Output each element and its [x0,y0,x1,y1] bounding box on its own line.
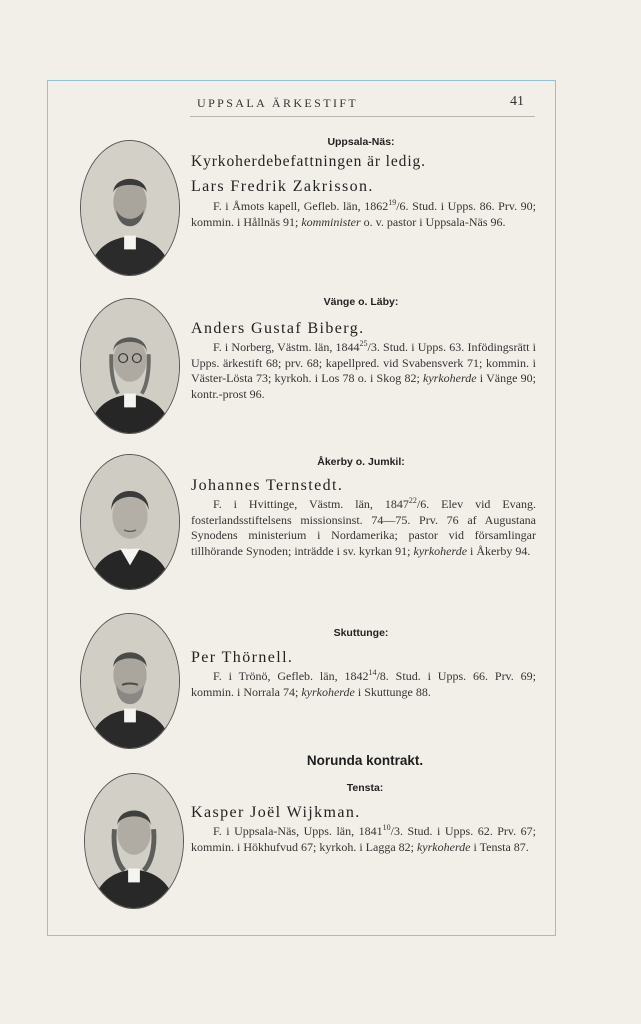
biography: F. i Uppsala-Näs, Upps. län, 1841$^{10}$/3. Stud. i Upps. 62. Prv. 67; kommin. i Hökhufvud 67; kyrkoh. i Lagga 82; kyrkoherde i Tensta 87. [191,823,536,854]
person-name: Anders Gustaf Biberg. [191,320,365,337]
header-rule [190,116,535,117]
parish-heading: Uppsala-Näs: [327,136,395,148]
parish-heading: Vänge o. Läby: [323,296,399,308]
parish-heading: Åkerby o. Jumkil: [317,456,405,468]
parish-heading: Skuttunge: [333,627,389,639]
biography: F. i Åmots kapell, Gefleb. län, 1862$^{19}$/6. Stud. i Upps. 86. Prv. 90; kommin. i Hållnäs 91; komminister o. v. pastor i Uppsala-Näs 96. [191,198,536,229]
portrait-photo [80,298,180,434]
running-title: UPPSALA ÄRKESTIFT [197,96,359,110]
biography: F. i Norberg, Västm. län, 1844$^{25}$/3. Stud. i Upps. 63. Infödingsrätt i Upps. ärkestift 68; prv. 68; kapellpred. vid Svabensverk 71; kommin. i Väster-Lösta 73; kyrkoh. i Los 78 o. i Skog 82; kyrkoherde i Vänge 90; kontr.-prost 96. [191,339,536,401]
person-name: Johannes Ternstedt. [191,477,344,494]
person-name: Lars Fredrik Zakrisson. [191,178,374,195]
portrait-photo [80,454,180,590]
person-name: Kasper Joël Wijkman. [191,804,361,821]
biography: F. i Hvittinge, Västm. län, 1847$^{22}$/6. Elev vid Evang. fosterlandsstiftelsens missionsinst. 74—75. Prv. 76 af Augustana Synodens ministerium i Nordamerika; pastor vid församlingar tillhörande Synoden; inträdde i sv. kyrkan 91; kyrkoherde i Åkerby 94. [191,496,536,558]
portrait-photo [80,140,180,276]
person-name: Per Thörnell. [191,649,294,666]
parish-heading: Tensta: [346,782,384,794]
vacancy-note: Kyrkoherdebefattningen är ledig. [191,153,426,170]
biography: F. i Trönö, Gefleb. län, 1842$^{14}$/8. Stud. i Upps. 66. Prv. 69; kommin. i Norrala 74; kyrkoherde i Skuttunge 88. [191,668,536,699]
page-number: 41 [510,94,524,109]
contract-heading: Norunda kontrakt. [306,753,424,768]
